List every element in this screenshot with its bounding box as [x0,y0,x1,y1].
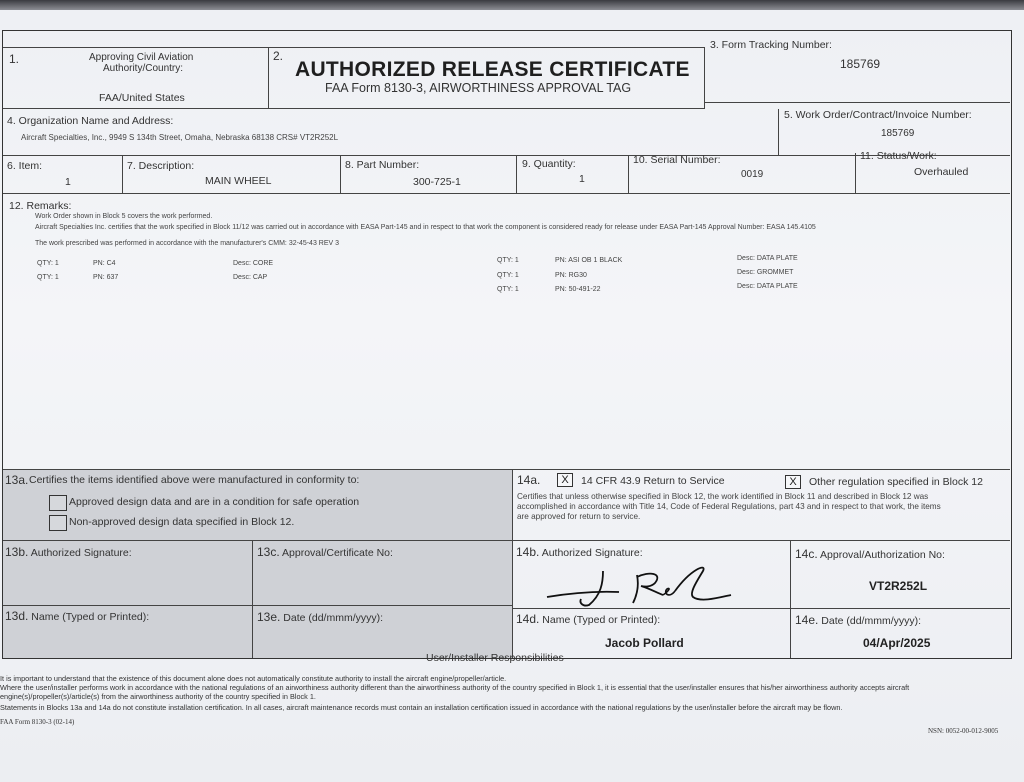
block-14d-label: Name (Typed or Printed): [542,614,661,626]
part-right-2-qty: QTY: 1 [497,272,519,279]
block-14d-value: Jacob Pollard [605,636,684,650]
block-14a [513,470,1010,541]
part-left-1-qty: QTY: 1 [37,260,59,267]
block-14a-number: 14a. [517,473,541,487]
other-regulation-label: Other regulation specified in Block 12 [809,476,983,488]
remark-line-2: Aircraft Specialties Inc. certifies that the work specified in Block 11/12 was carried out in accordance with EASA Part-145 and in respect to that work the component is considered ready for release under EASA Part-145 Approval Number: EASA 145.4105 [35,224,816,231]
block-14e-value: 04/Apr/2025 [863,636,931,650]
block-10 [629,153,856,194]
block-7 [123,156,341,194]
block-12-remarks [3,194,1010,470]
part-right-3-desc: Desc: DATA PLATE [737,283,798,290]
block-14c-label: Approval/Authorization No: [820,549,945,561]
block-5-value: 185769 [881,128,915,139]
block-13c-number: 13c. [257,545,280,559]
non-approved-design-label: Non-approved design data specified in Block 12. [69,516,295,528]
block-9 [517,156,629,194]
block-14a-text-line2: accomplished in accordance with Title 14, Code of Federal Regulations, part 43 and in respect to that work, the items [517,502,941,511]
block-13d-label: Name (Typed or Printed): [31,611,150,623]
block-13d [3,606,253,658]
block-1-value: FAA/United States [99,92,185,104]
footer-heading: User/Installer Responsibilities [426,652,564,664]
authorized-signature [541,559,741,607]
block-2 [269,47,705,109]
block-11-value: Overhauled [914,166,969,178]
block-13a-number: 13a. [5,473,29,487]
block-12-label: 12. Remarks: [9,200,72,212]
form-title: AUTHORIZED RELEASE CERTIFICATE [295,58,690,81]
block-9-value: 1 [579,173,585,185]
approved-design-label: Approved design data and are in a condition for safe operation [69,496,360,508]
block-11 [856,149,1010,194]
block-4-value: Aircraft Specialties, Inc., 9949 S 134th Street, Omaha, Nebraska 68138 CRS# VT2R252L [21,133,339,142]
block-13a [3,470,513,541]
block-6-value: 1 [65,176,71,188]
part-right-1-qty: QTY: 1 [497,257,519,264]
block-6-label: 6. Item: [7,160,43,172]
block-4-label: 4. Organization Name and Address: [7,115,174,127]
footer-line-3: engine(s)/propeller(s)/article(s) from the airworthiness authority of the country specified in Block 1. [0,692,316,701]
form-subtitle: FAA Form 8130-3, AIRWORTHINESS APPROVAL TAG [325,81,632,95]
block-14d-number: 14d. [516,612,540,626]
block-14d [513,609,791,658]
block-13e [253,606,513,658]
part-right-2-pn: PN: RG30 [555,272,587,279]
block-3 [705,31,1010,103]
part-left-2-qty: QTY: 1 [37,274,59,281]
part-left-2-desc: Desc: CAP [233,274,268,281]
remark-line-3: The work prescribed was performed in accordance with the manufacturer's CMM: 32-45-43 REV 3 [35,240,340,247]
block-14c-number: 14c. [795,547,818,561]
block-3-value: 185769 [840,57,881,71]
block-1-label-line1: Approving Civil Aviation [89,52,194,63]
part-right-1-desc: Desc: DATA PLATE [737,255,798,262]
part-left-2-pn: PN: 637 [93,274,119,281]
block-10-value: 0019 [741,169,764,180]
footer-line-4: Statements in Blocks 13a and 14a do not constitute installation certification. In all cases, aircraft maintenance records must contain an installation certification issued in accordance with the national regulations by the user/installer before the aircraft may be flown. [0,703,843,712]
block-13c-label: Approval/Certificate No: [282,547,393,559]
block-11-label: 11. Status/Work: [860,150,937,162]
block-1 [3,47,269,109]
block-6 [3,156,123,194]
block-14b-label: Authorized Signature: [541,547,643,559]
block-1-label-line2: Authority/Country: [103,63,184,74]
footer-line-1: It is important to understand that the existence of this document alone does not automatically constitute authority to install the aircraft engine/propeller/article. [0,674,507,683]
block-14a-text-line1: Certifies that unless otherwise specified in Block 12, the work identified in Block 11 and described in Block 12 was [517,492,929,501]
block-14e [791,609,1010,658]
block-8-label: 8. Part Number: [345,159,420,171]
block-4 [3,109,779,156]
certificate-paper [0,10,1024,782]
part-right-3-qty: QTY: 1 [497,286,519,293]
block-2-number: 2. [273,49,284,63]
block-13b-label: Authorized Signature: [30,547,132,559]
block-13e-number: 13e. [257,610,281,624]
form-identifier: FAA Form 8130-3 (02-14) [0,718,75,726]
block-10-label: 10. Serial Number: [633,154,721,166]
block-13e-label: Date (dd/mmm/yyyy): [283,612,384,624]
block-8 [341,156,517,194]
other-regulation-checkbox[interactable]: X [785,475,801,489]
block-13c [253,541,513,606]
block-14a-text-line3: are approved for return to service. [517,512,641,521]
return-to-service-label: 14 CFR 43.9 Return to Service [581,475,725,487]
block-3-label: 3. Form Tracking Number: [710,39,832,51]
block-1-number: 1. [9,52,20,66]
part-left-1-pn: PN: C4 [93,260,116,267]
return-to-service-checkbox[interactable]: X [557,473,573,487]
certificate-form [2,30,1012,659]
block-14b-number: 14b. [516,545,540,559]
approved-design-checkbox[interactable] [49,495,67,511]
block-14b [513,541,791,609]
remark-line-1: Work Order shown in Block 5 covers the work performed. [35,213,213,220]
block-8-value: 300-725-1 [413,176,461,188]
block-14c-value: VT2R252L [869,579,928,593]
block-5-label: 5. Work Order/Contract/Invoice Number: [784,109,972,121]
block-13d-number: 13d. [5,609,29,623]
block-13b-number: 13b. [5,545,29,559]
part-right-2-desc: Desc: GROMMET [737,269,794,276]
block-14c [791,541,1010,609]
block-13b [3,541,253,606]
part-left-1-desc: Desc: CORE [233,260,274,267]
nsn-number: NSN: 0052-00-012-9005 [928,727,999,735]
part-right-3-pn: PN: 50-491-22 [555,286,601,293]
part-right-1-pn: PN: ASI OB 1 BLACK [555,257,623,264]
photo-top-edge [0,0,1024,10]
non-approved-design-checkbox[interactable] [49,515,67,531]
block-14e-number: 14e. [795,613,819,627]
block-7-value: MAIN WHEEL [205,175,272,187]
block-14e-label: Date (dd/mmm/yyyy): [821,615,922,627]
block-13a-label: Certifies the items identified above were manufactured in conformity to: [29,474,360,486]
block-7-label: 7. Description: [127,160,195,172]
block-9-label: 9. Quantity: [522,158,576,170]
footer-line-2: Where the user/installer performs work in accordance with the national regulations of an airworthiness authority different than the airworthiness authority of the country specified in Block 1, it is essential that the user/installer ensures that his/her airworthiness authority accepts aircraft [0,683,910,692]
